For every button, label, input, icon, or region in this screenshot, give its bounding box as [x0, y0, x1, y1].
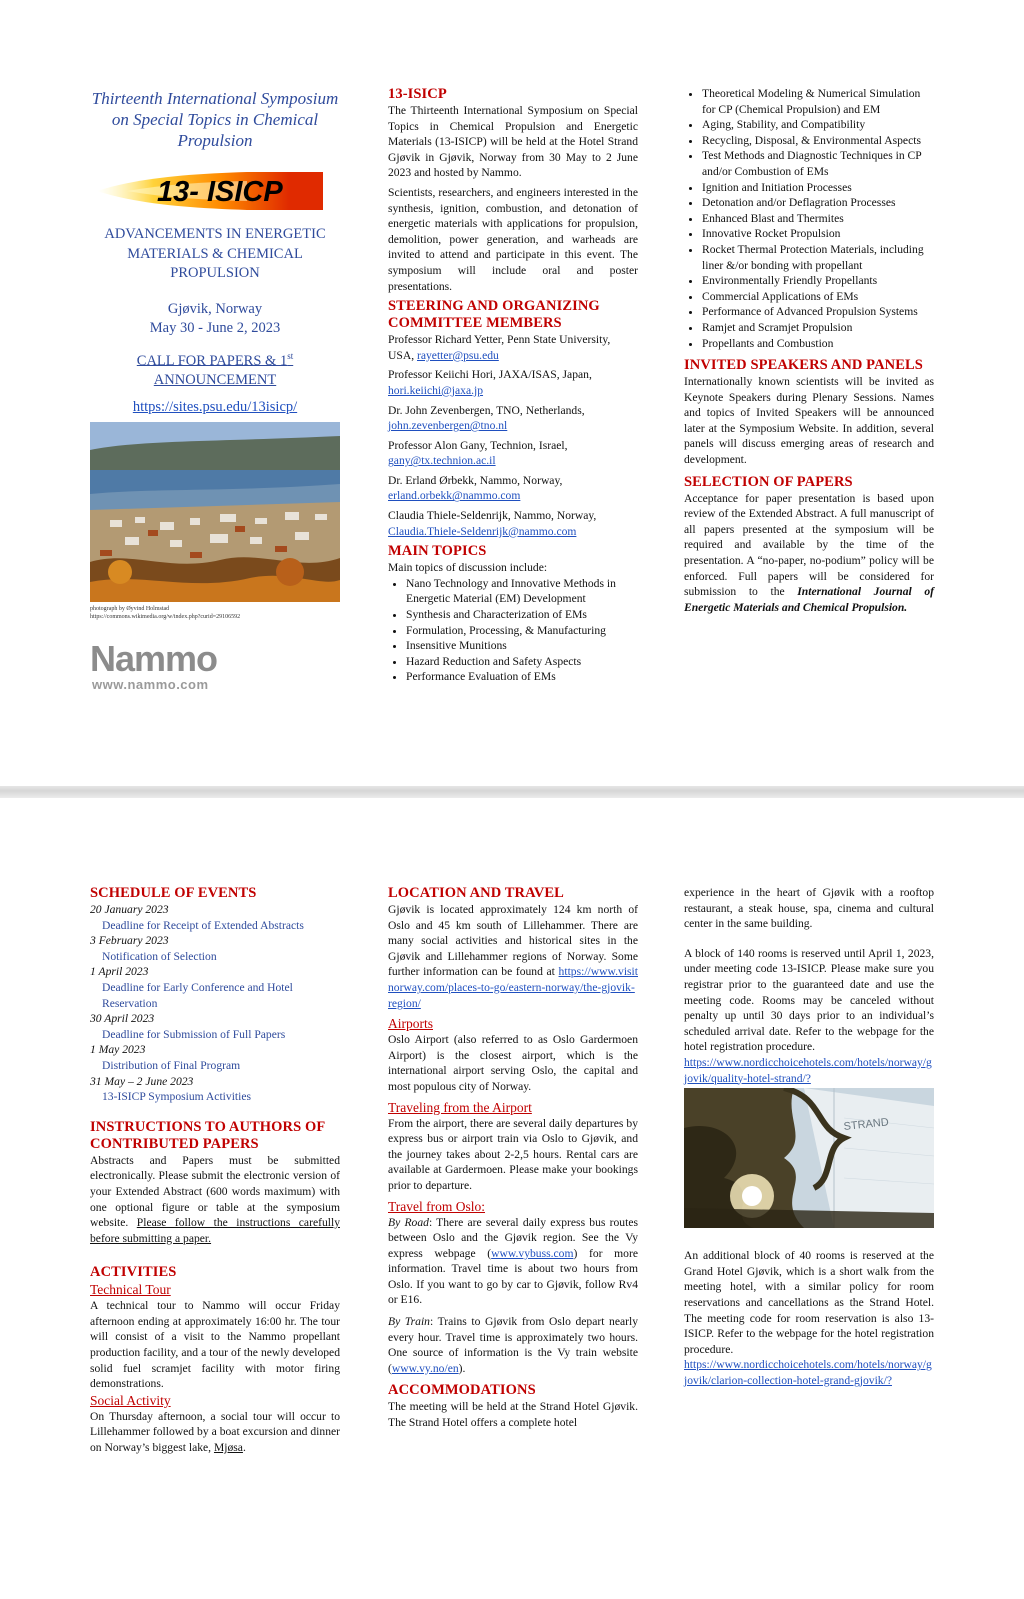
visitnorway-link[interactable]: https://www.visitnorway.com/places-to-go/eastern-norway/the-gjovik-region/ [388, 965, 638, 1010]
by-road-text: By Road: There are several daily express bus routes between Oslo and the Gjøvik region. See the Vy express webpage (www.vybuss.com) for more information. Travel time is about two hours from Oslo. If you want to go by car to Gjøvik, follow Rv4 or E16. [388, 1215, 638, 1307]
strand-hotel-link[interactable]: https://www.nordicchoicehotels.com/hotels/norway/gjovik/quality-hotel-strand/? [684, 1055, 932, 1085]
right-column-p2 [684, 885, 934, 1388]
list-item: • Performance Evaluation of EMs [406, 669, 638, 685]
list-item: • Insensitive Munitions [406, 638, 638, 654]
schedule-heading: SCHEDULE OF EVENTS [90, 885, 257, 901]
topics-list-b [684, 86, 934, 351]
accommodations-text-cont: experience in the heart of Gjøvik with a rooftop restaurant, a steak house, spa, cinema and cultural center in the same building. [684, 886, 934, 931]
social-activity-text: On Thursday afternoon, a social tour will occur to Lillehammer followed by a boat excursion and dinner on Norway’s biggest lake, Mjøsa. [90, 1409, 340, 1455]
technical-tour-text: A technical tour to Nammo will occur Friday afternoon ending at approximately 16:00 hr. The tour will consist of a visit to the Nammo propellant production facility, and a tour of the newly developed solid fuel scramjet facility with motor firing demonstrations. [90, 1299, 340, 1391]
email-link[interactable]: erland.orbekk@nammo.com [388, 489, 521, 503]
invited-text: Internationally known scientists will be invited as Keynote Speakers during Plenary Sessions. Names and topics of Invited Speakers will be announced later at the Symposium Website. In addition, several panels will discuss emerging areas of research and development. [684, 375, 934, 467]
dates: May 30 - June 2, 2023 [149, 320, 281, 336]
isicp-logo [97, 168, 329, 214]
nammo-logo [90, 640, 250, 681]
event-item: Deadline for Early Conference and Hotel Reservation [102, 980, 293, 1010]
from-airport-text: From the airport, there are several daily departures by express bus or airport train via Oslo to Gjøvik, and the journey takes about 2-2,5 hours. Rental cars are available at Gardermoen. Please make your bookings prior to departure. [388, 1116, 638, 1192]
from-oslo-heading: Travel from Oslo: [388, 1198, 485, 1214]
room-block-2: An additional block of 40 rooms is reserved at the Grand Hotel Gjøvik, which is a short walk from the meeting hotel, with a similar policy for room reservations and cancellations as the Strand Hotel. The meeting code for room reservation is also 13-ISICP. Refer to the webpage for the hotel registration procedure. [684, 1249, 934, 1356]
grand-hotel-link[interactable]: https://www.nordicchoicehotels.com/hotels/norway/gjovik/clarion-collection-hotel-grand-gjovik/? [684, 1358, 932, 1387]
event-date: 30 April 2023 [90, 1012, 155, 1026]
committee-member: Professor Alon Gany, Technion, Israel, gany@tx.technion.ac.il [388, 438, 568, 468]
middle-column-p2 [388, 885, 638, 1435]
list-item: • Performance of Advanced Propulsion Systems [702, 304, 934, 320]
from-airport-heading: Traveling from the Airport [388, 1099, 532, 1115]
theme: ADVANCEMENTS IN ENERGETIC MATERIALS & CHEMICAL PROPULSION [104, 226, 326, 281]
technical-tour-heading: Technical Tour [90, 1282, 171, 1298]
activities-heading: ACTIVITIES [90, 1264, 177, 1281]
event-date: 31 May – 2 June 2023 [90, 1074, 194, 1088]
event-item: Deadline for Receipt of Extended Abstracts [102, 918, 304, 932]
instructions-heading: INSTRUCTIONS TO AUTHORS OF CONTRIBUTED PAPERS [90, 1118, 325, 1152]
email-link[interactable]: rayetter@psu.edu [417, 348, 499, 362]
list-item: • Hazard Reduction and Safety Aspects [406, 654, 638, 670]
list-item: • Propellants and Combustion [702, 336, 934, 352]
journal-name: International Journal of Energetic Materials and Chemical Propulsion. [684, 585, 934, 614]
gjovik-photo [90, 422, 340, 602]
page-1 [0, 0, 1024, 786]
instructions-text: Abstracts and Papers must be submitted electronically. Please submit the electronic version of your Extended Abstract (600 words maximum) with one optional figure or table at the symposium website. Please follow the instructions carefully before submitting a paper. [90, 1153, 340, 1245]
list-item: • Theoretical Modeling & Numerical Simulation for CP (Chemical Propulsion) and EM [702, 86, 934, 117]
location-heading: LOCATION AND TRAVEL [388, 885, 564, 901]
email-link[interactable]: gany@tx.technion.ac.il [388, 454, 496, 468]
list-item: • Recycling, Disposal, & Environmental Aspects [702, 133, 934, 149]
list-item: • Aging, Stability, and Compatibility [702, 117, 934, 133]
committee-member: Professor Keiichi Hori, JAXA/ISAS, Japan, hori.keiichi@jaxa.jp [388, 368, 592, 397]
list-item: • Test Methods and Diagnostic Techniques in CP and/or Combustion of EMs [702, 148, 934, 179]
event-item: Notification of Selection [102, 949, 217, 963]
room-block-1: A block of 140 rooms is reserved until April 1, 2023, under meeting code 13-ISICP. Please make sure you registrar prior to the guaranteed date and use the meeting code. Rooms may be canceled without penalty up until 30 days prior to an individual’s scheduled arrival date. Refer to the webpage for the hotel registration procedure. [684, 946, 934, 1054]
hotel-photo [684, 1088, 934, 1228]
right-column-p1 [684, 86, 934, 619]
list-item: • Ignition and Initiation Processes [702, 180, 934, 196]
location: Gjøvik, Norway [167, 300, 263, 317]
list-item: • Ramjet and Scramjet Propulsion [702, 320, 934, 336]
logo-text: 13- ISICP [157, 176, 283, 208]
list-item: • Commercial Applications of EMs [702, 289, 934, 305]
topics-intro: Main topics of discussion include: [388, 561, 548, 575]
list-item: • Formulation, Processing, & Manufacturing [406, 623, 638, 639]
topics-list-a [388, 576, 638, 685]
airports-heading: Airports [388, 1016, 433, 1032]
selection-heading: SELECTION OF PAPERS [684, 473, 853, 490]
event-date: 3 February 2023 [90, 934, 169, 948]
event-date: 20 January 2023 [90, 903, 169, 916]
hotel-sign: STRAND [843, 1116, 890, 1134]
by-train-text: By Train: Trains to Gjøvik from Oslo depart nearly every hour. Travel time is approximately two hours. One source of information is the Vy train website (www.vy.no/en). [388, 1315, 638, 1375]
email-link[interactable]: Claudia.Thiele-Seldenrijk@nammo.com [388, 524, 577, 538]
intro-paragraph-1: The Thirteenth International Symposium on Special Topics in Chemical Propulsion and Energetic Materials (13-ISICP) will be held at the Hotel Strand Gjøvik in Gjøvik, Norway from 30 May to 2 June 2023 and hosted by Nammo. [388, 104, 638, 180]
intro-paragraph-2: Scientists, researchers, and engineers interested in the synthesis, ignition, combustion, and detonation of energetic materials with applications for propulsion, demolition, power generation, and warheads are invited to attend and participate in this event. The symposium will include oral and poster presentations. [388, 185, 638, 293]
list-item: • Enhanced Blast and Thermites [702, 211, 934, 227]
list-item: • Innovative Rocket Propulsion [702, 226, 934, 242]
middle-column-p1 [388, 86, 638, 685]
vy-link[interactable]: www.vy.no/en [391, 1361, 459, 1375]
event-item: 13-ISICP Symposium Activities [102, 1090, 252, 1104]
event-date: 1 April 2023 [90, 965, 149, 979]
committee-member: Claudia Thiele-Seldenrijk, Nammo, Norway, Claudia.Thiele-Seldenrijk@nammo.com [388, 509, 597, 538]
invited-heading: INVITED SPEAKERS AND PANELS [684, 357, 923, 374]
topics-heading: MAIN TOPICS [388, 543, 487, 560]
accommodations-text: The meeting will be held at the Strand Hotel Gjøvik. The Strand Hotel offers a complete hotel [388, 1400, 638, 1430]
list-item: • Synthesis and Characterization of EMs [406, 607, 638, 623]
email-link[interactable]: john.zevenbergen@tno.nl [388, 419, 508, 433]
photo-credit: photograph by Øyvind Holmstad https://commons.wikimedia.org/w/index.php?curid=29106592 [90, 606, 241, 620]
event-item: Deadline for Submission of Full Papers [102, 1027, 286, 1041]
nammo-url[interactable]: www.nammo.com [92, 677, 209, 692]
svg-text:Nammo: Nammo [90, 640, 218, 676]
committee-heading: STEERING AND ORGANIZING COMMITTEE MEMBERS [388, 298, 600, 332]
accommodations-heading: ACCOMMODATIONS [388, 1382, 536, 1399]
call-for-papers: CALL FOR PAPERS & 1st ANNOUNCEMENT [136, 350, 294, 388]
page-2 [0, 798, 1024, 1599]
list-item: • Environmentally Friendly Propellants [702, 273, 934, 289]
event-item: Distribution of Final Program [102, 1058, 241, 1072]
left-column-p2 [90, 885, 340, 1460]
intro-heading: 13-ISICP [388, 86, 447, 102]
committee-list [388, 332, 638, 539]
list-item: • Rocket Thermal Protection Materials, including liner &/or bonding with propellant [702, 242, 934, 273]
committee-member: Dr. John Zevenbergen, TNO, Netherlands, john.zevenbergen@tno.nl [388, 403, 585, 433]
symposium-website-link[interactable]: https://sites.psu.edu/13isicp/ [132, 399, 298, 416]
airports-text: Oslo Airport (also referred to as Oslo Gardermoen Airport) is the closest airport, which is the international airport serving Oslo, the capital and most populous city of Norway. [388, 1033, 638, 1093]
list-item: • Nano Technology and Innovative Methods in Energetic Material (EM) Development [406, 576, 638, 607]
email-link[interactable]: hori.keiichi@jaxa.jp [388, 383, 484, 397]
selection-text: Acceptance for paper presentation is based upon review of the Extended Abstract. A full manuscript of all papers presented at the symposium will be required and available by the time of the presentation. A “no-paper, no-podium” policy will be enforced. Full papers will be considered for submission to the International Journal of Energetic Materials and Chemical Propulsion. [684, 491, 934, 614]
committee-member: Dr. Erland Ørbekk, Nammo, Norway, erland.orbekk@nammo.com [388, 473, 563, 503]
cover-subtitle-block [90, 225, 340, 418]
page-divider [0, 786, 1024, 798]
event-date: 1 May 2023 [90, 1043, 146, 1057]
symposium-title: Thirteenth International Symposium on Special Topics in Chemical Propulsion [91, 89, 339, 150]
location-text: Gjøvik is located approximately 124 km north of Oslo and 45 km south of Lillehammer. There are many social activities and historical sites in the Gjøvik and Lillehammer regions of Norway. Some further information can be found at https://www.visitnorway.com/places-to-go/eastern-norway/the-gjovik-region/ [388, 903, 638, 1010]
schedule-list [90, 902, 340, 1105]
vybuss-link[interactable]: www.vybuss.com [491, 1246, 574, 1260]
list-item: • Detonation and/or Deflagration Processes [702, 195, 934, 211]
social-activity-heading: Social Activity [90, 1392, 171, 1408]
committee-member: Professor Richard Yetter, Penn State University, USA, rayetter@psu.edu [388, 333, 611, 362]
